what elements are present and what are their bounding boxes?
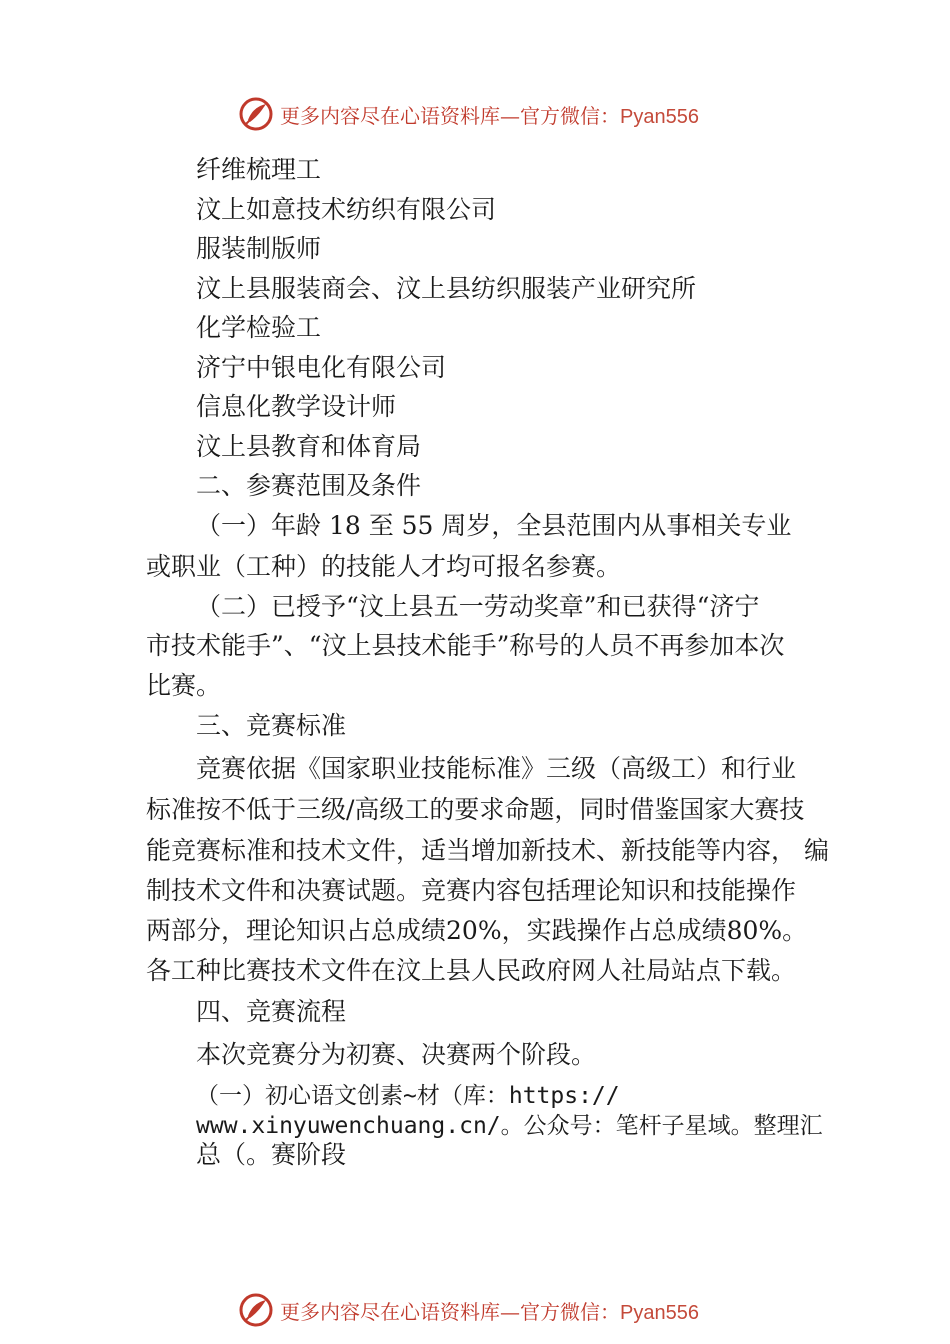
body-line: 竞赛依据《国家职业技能标准》三级（高级工）和行业 [196,754,797,783]
header-wechat-handle: Pyan556 [620,105,699,128]
body-line: （一）初心语文创素~材（库：https:// [196,1083,620,1109]
body-line: 标准按不低于三级/高级工的要求命题，同时借鉴国家大赛技 [146,795,805,824]
footer-watermark-text: 更多内容尽在心语资料库—官方微信：Pyan556 [280,1299,699,1324]
brand-logo-icon [238,96,274,132]
body-line: 制技术文件和决赛试题。竞赛内容包括理论知识和技能操作 [146,876,797,905]
body-line: （一）年龄 18 至 55 周岁，全县范围内从事相关专业 [196,511,792,540]
body-line: （二）已授予“汶上县五一劳动奖章”和已获得“济宁 [196,592,760,621]
body-line: 纤维梳理工 [196,155,322,184]
body-line: 两部分，理论知识占总成绩20%，实践操作占总成绩80%。 [146,916,808,945]
body-line: 市技术能手”、“汶上县技术能手”称号的人员不再参加本次 [146,631,785,660]
body-line: 服装制版师 [196,234,322,263]
body-line: 本次竞赛分为初赛、决赛两个阶段。 [196,1040,597,1069]
section-heading: 二、参赛范围及条件 [196,471,422,500]
section-heading: 三、竞赛标准 [196,711,347,740]
body-line: 汶上如意技术纺织有限公司 [196,195,497,224]
body-line: 汶上县教育和体育局 [196,432,422,461]
brand-logo-icon [238,1292,274,1328]
body-line: 化学检验工 [196,313,322,342]
body-line: 比赛。 [146,671,222,700]
body-line: 济宁中银电化有限公司 [196,353,447,382]
body-line: 各工种比赛技术文件在汶上县人民政府网人社局站点下载。 [146,956,797,985]
header-watermark-text: 更多内容尽在心语资料库—官方微信：Pyan556 [280,103,699,128]
body-line: 总（。赛阶段 [196,1140,347,1169]
body-line: 能竞赛标准和技术文件，适当增加新技术、新技能等内容， 编 [146,836,829,865]
header-watermark [238,94,738,134]
section-heading: 四、竞赛流程 [196,997,347,1026]
body-line: 信息化教学设计师 [196,392,397,421]
footer-wechat-handle: Pyan556 [620,1301,699,1324]
body-line: 或职业（工种）的技能人才均可报名参赛。 [146,552,622,581]
body-line: www.xinyuwenchuang.cn/。公众号：笔杆子星域。整理汇 [196,1113,823,1139]
footer-watermark [238,1290,738,1330]
body-line: 汶上县服装商会、汶上县纺织服装产业研究所 [196,274,697,303]
